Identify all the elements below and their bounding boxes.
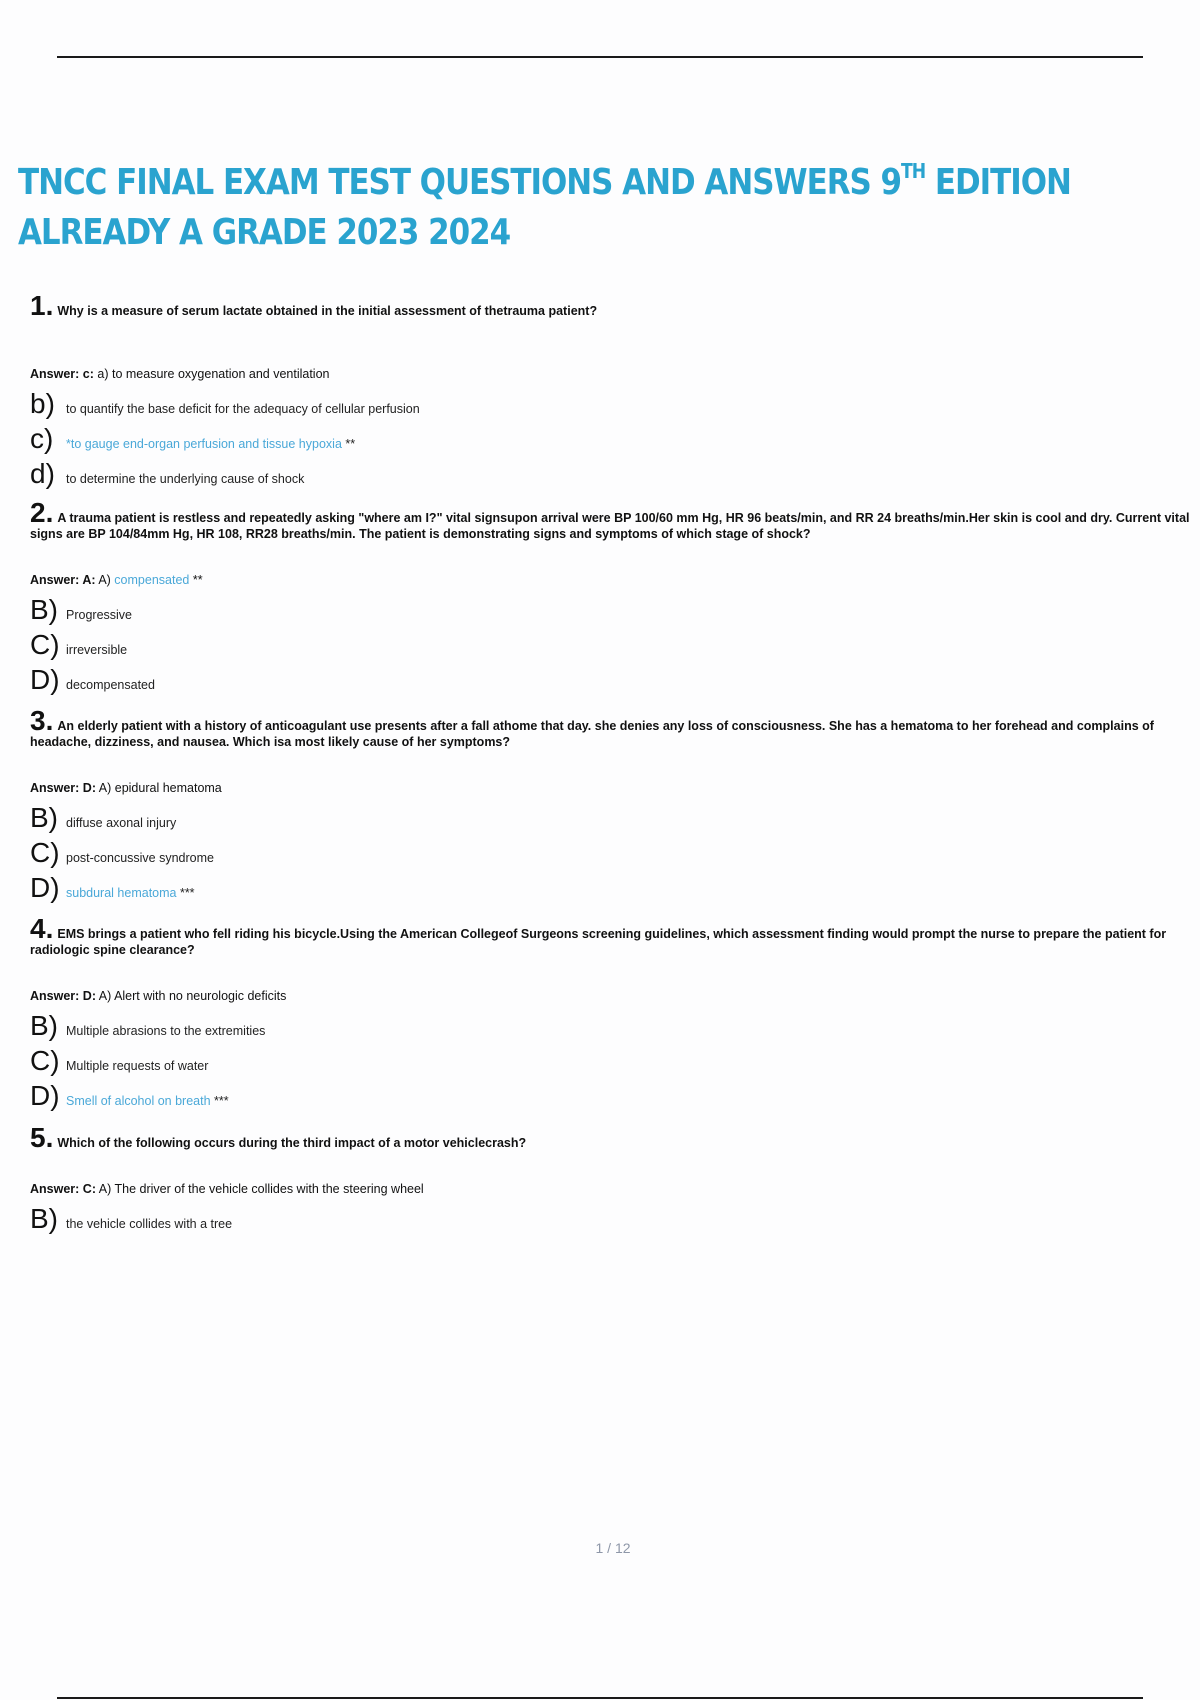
question-text: 2. A trauma patient is restless and repeatedly asking "where am I?" vital signsupon arrival were BP 100/60 mm Hg, HR 96 beats/min, and RR 24 breaths/min.Her skin is cool and dry. Current vital signs are BP 104/84mm Hg, HR 108, RR28 breaths/min. The patient is demonstrating signs and symptoms of which stage of shock?	[30, 497, 1190, 541]
option-c: C) post-concussive syndrome	[30, 837, 214, 868]
option-b: B) Progressive	[30, 594, 132, 625]
question-text: 4. EMS brings a patient who fell riding his bicycle.Using the American Collegeof Surgeons screening guidelines, which assessment finding would prompt the nurse to prepare the patient for radiologic spine clearance?	[30, 913, 1167, 957]
option-b: B) the vehicle collides with a tree	[30, 1203, 233, 1234]
answer-line: Answer: D: A) Alert with no neurologic deficits	[30, 989, 287, 1003]
question-text: 5. Which of the following occurs during the third impact of a motor vehiclecrash?	[30, 1122, 527, 1153]
option-d: D) decompensated	[30, 664, 155, 695]
document-title: TNCC FINAL EXAM TEST QUESTIONS AND ANSWERS 9TH EDITION ALREADY A GRADE 2023 2024	[18, 159, 1071, 253]
question-text: 1. Why is a measure of serum lactate obtained in the initial assessment of thetrauma patient?	[30, 290, 598, 321]
question-4	[30, 913, 1200, 1115]
question-1	[30, 290, 1200, 493]
option-d: d) to determine the underlying cause of shock	[30, 458, 305, 489]
top-rule	[57, 56, 1143, 58]
option-c: C) Multiple requests of water	[30, 1045, 209, 1076]
question-5	[30, 1122, 1200, 1238]
option-d: D) Smell of alcohol on breath ***	[30, 1080, 229, 1111]
question-2	[30, 497, 1200, 699]
answer-line: Answer: D: A) epidural hematoma	[30, 781, 222, 795]
option-c: c) *to gauge end-organ perfusion and tissue hypoxia **	[30, 423, 356, 454]
option-b: B) Multiple abrasions to the extremities	[30, 1010, 266, 1041]
option-b: B) diffuse axonal injury	[30, 802, 177, 833]
question-text: 3. An elderly patient with a history of anticoagulant use presents after a fall athome that day. she denies any loss of consciousness. She has a hematoma to her forehead and complains of headache, dizziness, and nausea. Which isa most likely cause of her symptoms?	[30, 705, 1154, 749]
answer-line: Answer: C: A) The driver of the vehicle collides with the steering wheel	[30, 1182, 424, 1196]
answer-line: Answer: A: A) compensated **	[30, 573, 203, 587]
bottom-rule	[57, 1697, 1143, 1699]
option-b: b) to quantify the base deficit for the adequacy of cellular perfusion	[30, 388, 420, 419]
answer-line: Answer: c: a) to measure oxygenation and ventilation	[30, 367, 330, 381]
page-indicator: 1 / 12	[595, 1540, 631, 1556]
option-c: C) irreversible	[30, 629, 128, 660]
option-d: D) subdural hematoma ***	[30, 872, 195, 903]
question-3	[30, 705, 1200, 907]
